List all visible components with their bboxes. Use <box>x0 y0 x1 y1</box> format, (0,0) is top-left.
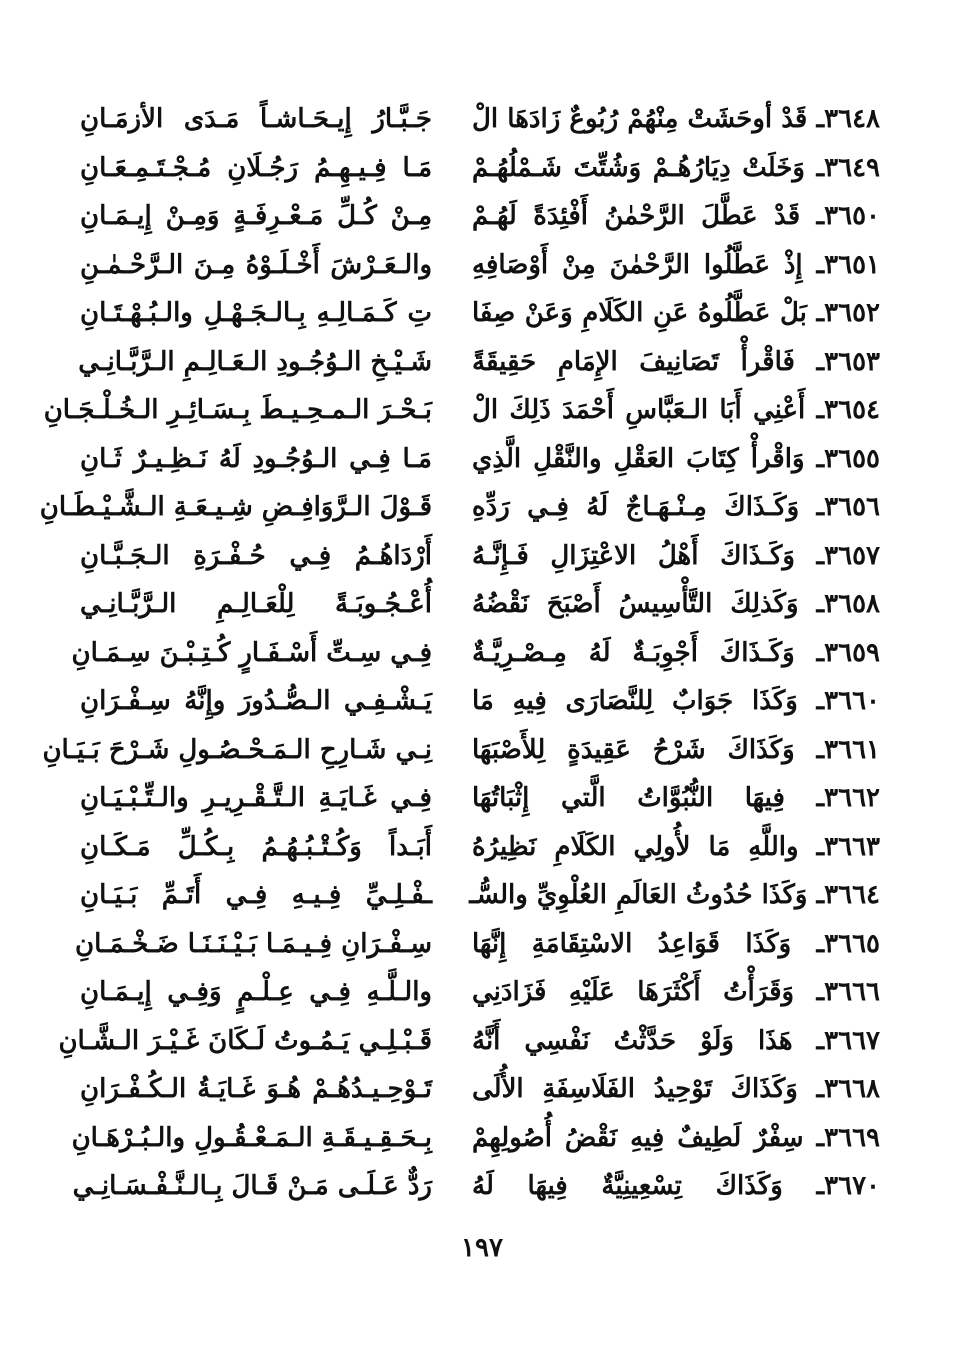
verse-first-hemistich: ٣٦٥٩ـ وَكَـذَاكَ أَجْوِبَـةٌ لَهُ مِـصْـرِيَّـةٌ <box>472 637 880 668</box>
verse-second-hemistich: ـفْـلِـيِّ فِـيـهِ فِـي أَتَـمِّ بَـيَـانِ <box>80 880 432 911</box>
verse-line <box>71 1114 880 1163</box>
verse-second-hemistich: تِ كَـمَـالِـهِ بِـالـجَـهْـلِ والـبُـهْـتَـانِ <box>80 298 432 329</box>
verse-line <box>80 823 880 872</box>
verse-second-hemistich: فِـي غَـايَـةِ الـتَّـقْـرِيـرِ والـتِّـبْـيَـانِ <box>80 783 432 814</box>
verse-line <box>80 192 880 241</box>
verse-line <box>80 144 880 193</box>
verse-first-hemistich: ٣٦٦٨ـ وَكَذَاكَ تَوْحِيدُ الفَلَاسِفَةِ الأُلَى <box>472 1074 880 1105</box>
verse-second-hemistich: بِـحَـقِـيـقَـةِ الـمَـعْـقُـولِ والـبُـرْهَـانِ <box>71 1122 432 1153</box>
verse-first-hemistich: ٣٦٥٧ـ وَكَـذَاكَ أَهْلُ الاعْتِزَالِ فَـإِنَّـهُ <box>472 540 880 571</box>
verse-first-hemistich: ٣٦٤٨ـ قَدْ أوحَشَتْ مِنْهُمْ رُبُوعٌ زَادَهَا الْ <box>472 104 880 135</box>
verse-first-hemistich: ٣٦٦٣ـ واللَّهِ مَا لأُولِي الكَلَامِ نَظِيرُهُ <box>472 831 880 862</box>
verse-first-hemistich: ٣٦٥٤ـ أَعْنِي أَبَا الـعَبَّاسِ أَحْمَدَ ذَلِكَ الْ <box>472 395 880 426</box>
verse-first-hemistich: ٣٦٥٥ـ وَاقْرأْ كِتَابَ العَقْلِ والنَّقْلِ الَّذِي <box>472 443 880 474</box>
verse-second-hemistich: أُعْـجُـوبَـةً لِلْعَـالِـمِ الـرَّبَّـانِـي <box>80 589 432 620</box>
verse-line <box>80 774 880 823</box>
verse-second-hemistich: سِـفْـرَانِ فِـيـمَـا بَـيْـنَـنَـا ضَـخْـمَـانِ <box>75 928 432 959</box>
verse-second-hemistich: مِـنْ كُـلِّ مَـعْـرِفَـةٍ وَمِـنْ إِيـمَـانِ <box>80 201 432 232</box>
verse-second-hemistich: رَدٌّ عَـلَـى مَـنْ قَـالَ بِـالـنَّـفْـسَـانِـي <box>72 1171 432 1202</box>
verse-line <box>80 677 880 726</box>
verse-second-hemistich: والـلَّـهِ فِـي عِـلْـمٍ وَفِـي إِيـمَـانِ <box>80 977 432 1008</box>
verse-line <box>58 1017 880 1066</box>
verse-first-hemistich: ٣٦٦٤ـ وَكَذَا حُدُوثُ العَالَمِ العُلْوِيِّ والسُّـ <box>469 880 880 911</box>
verse-line <box>80 241 880 290</box>
verse-second-hemistich: فِـي سِـتِّ أَسْـفَـارٍ كُـتِـبْـنَ سِـمَـانِ <box>71 637 432 668</box>
verse-line <box>80 435 880 484</box>
verse-second-hemistich: مَـا فِـي الـوُجُـودِ لَهُ نَـظِـيـرٌ ثَـانِ <box>80 443 432 474</box>
verse-second-hemistich: والـعَـرْشَ أَخْـلَـوْهُ مِـنَ الـرَّحْـمٰـنِ <box>80 249 432 280</box>
verse-line <box>75 920 880 969</box>
poem-verses <box>39 95 880 1211</box>
verse-first-hemistich: ٣٦٤٩ـ وَخَلَتْ دِيَارُهُـمْ وَشُتِّتَ شَـمْلُهُـمْ <box>472 152 880 183</box>
verse-first-hemistich: ٣٦٥٨ـ وَكَذلِكَ التَّأْسِيسُ أَصْبَحَ نَقْضُهُ <box>472 589 880 620</box>
verse-second-hemistich: قَـوْلَ الـرَّوَافِـضِ شِـيـعَـةِ الـشَّـيْـطَـانِ <box>39 492 432 523</box>
verse-first-hemistich: ٣٦٦٩ـ سِفْرٌ لَطِيفٌ فِيهِ نَقْضُ أُصُولِهِمْ <box>472 1122 880 1153</box>
verse-line <box>80 968 880 1017</box>
verse-line <box>80 532 880 581</box>
verse-first-hemistich: ٣٦٦٦ـ وَقَرَأْتُ أَكْثَرَهَا عَلَيْهِ فَزَادَنِي <box>472 977 880 1008</box>
verse-second-hemistich: مَـا فِـيـهِـمُ رَجُـلَانِ مُـجْـتَـمِـعَـانِ <box>80 152 432 183</box>
verse-second-hemistich: شَـيْـخِ الـوُجُـودِ الـعَـالِـمِ الـرَّبَّـانِـي <box>78 346 432 377</box>
verse-line <box>43 386 880 435</box>
verse-first-hemistich: ٣٦٦٠ـ وَكَذَا جَوَابٌ لِلنَّصَارَى فِيهِ مَا <box>472 686 880 717</box>
verse-line <box>80 1065 880 1114</box>
verse-line <box>80 95 880 144</box>
verse-first-hemistich: ٣٦٥٢ـ بَلْ عَطَّلُوهُ عَنِ الكَلَامِ وَعَنْ صِفَا <box>472 298 880 329</box>
verse-line <box>72 1162 880 1211</box>
verse-second-hemistich: بَـحْـرَ الـمـحِـيـطَ بِـسَـائِـرِ الـخُـلْـجَـانِ <box>43 395 432 426</box>
verse-line <box>71 629 880 678</box>
verse-first-hemistich: ٣٦٦٥ـ وَكَذَا قَوَاعِدُ الاسْتِقَامَةِ إِنَّهَا <box>472 928 880 959</box>
verse-second-hemistich: يَـشْـفِـي الـصُّـدُورَ وإِنَّهُ سِـفْـرَانِ <box>80 686 432 717</box>
verse-line <box>80 289 880 338</box>
verse-line <box>42 726 880 775</box>
verse-first-hemistich: ٣٦٦٧ـ هَذَا وَلَوْ حَدَّثْتُ نَفْسِي أَنَّهُ <box>472 1025 880 1056</box>
verse-second-hemistich: جَـبَّـارُ إِيـحَـاشـاً مَـدَى الأزمَـانِ <box>80 104 432 135</box>
verse-first-hemistich: ٣٦٥٠ـ قَدْ عَطَّلَ الرَّحْمٰنُ أَفْئِدَةً لَهُـمْ <box>472 201 880 232</box>
verse-first-hemistich: ٣٦٧٠ـ وَكَذَاكَ تِسْعِينِيَّةٌ فِيهَا لَهُ <box>472 1171 880 1202</box>
verse-second-hemistich: تَـوْحِـيـدُهُـمْ هُـوَ غَـايَـةُ الـكُـفْـرَانِ <box>80 1074 432 1105</box>
verse-first-hemistich: ٣٦٦٢ـ فِيهَا النُّبُوَّاتُ الَّتي إِثْبَاتُهَا <box>472 783 880 814</box>
verse-line <box>80 580 880 629</box>
verse-first-hemistich: ٣٦٥٦ـ وَكَـذَاكَ مِـنْـهَـاجٌ لَهُ فِـي رَدِّهِ <box>472 492 880 523</box>
verse-first-hemistich: ٣٦٦١ـ وَكَذَاكَ شَرْحُ عَقِيدَةٍ لِلأَصْبَهَا <box>472 734 880 765</box>
verse-first-hemistich: ٣٦٥١ـ إِذْ عَطَّلُوا الرَّحْمٰنَ مِنْ أَوْصَافِهِ <box>472 249 880 280</box>
verse-line <box>80 871 880 920</box>
verse-line <box>80 338 880 387</box>
verse-second-hemistich: أَرْدَاهُـمُ فِـي حُـفْـرَةِ الـجَـبَّـانِ <box>80 540 432 571</box>
page-number: ١٩٧ <box>461 1233 503 1263</box>
verse-second-hemistich: قَـبْـلِـي يَـمُـوتُ لَـكَانَ غَـيْـرَ الـشَّـانِ <box>58 1025 432 1056</box>
verse-second-hemistich: أَبَـداً وَكُـتْـبُـهُـمُ بِـكُـلِّ مَـكَـانِ <box>80 831 432 862</box>
verse-second-hemistich: نِـي شَـارِحِ الـمَـحْـصُـولِ شَـرْحَ بَـيَـانِ <box>42 734 432 765</box>
verse-first-hemistich: ٣٦٥٣ـ فَاقْرأْ تَصَانِيفَ الإِمَامِ حَقِيقَةً <box>472 346 880 377</box>
verse-line <box>39 483 880 532</box>
